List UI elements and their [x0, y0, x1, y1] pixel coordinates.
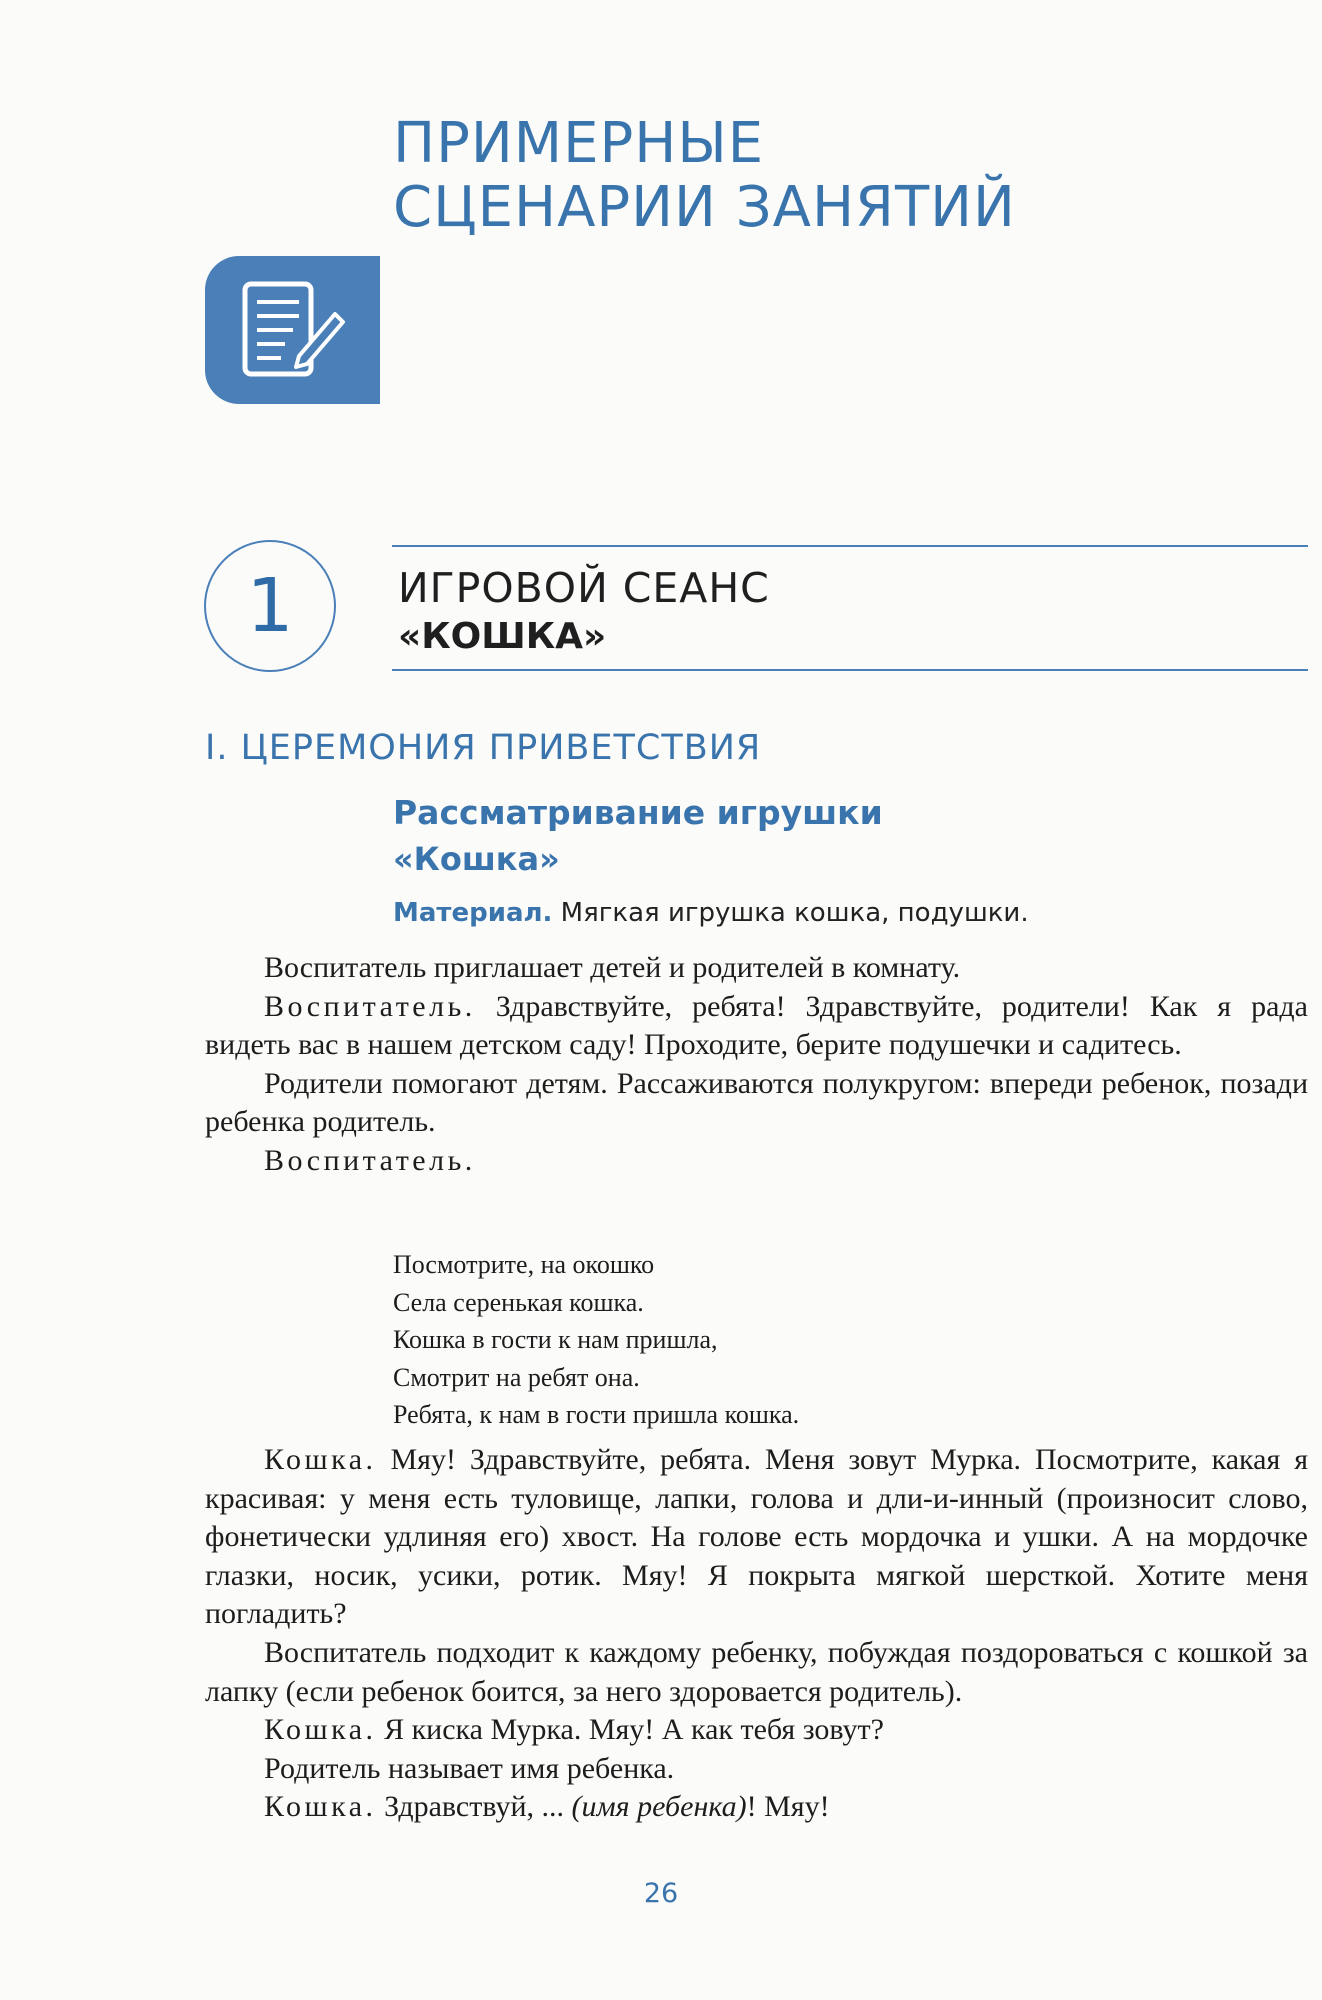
activity-title-line2: «Кошка» — [393, 840, 560, 878]
speaker-label: Кошка. — [264, 1443, 377, 1476]
speaker-label: Кошка. — [264, 1713, 377, 1747]
chapter-title — [393, 112, 1016, 240]
material-text: Мягкая игрушка кошка, подушки. — [552, 898, 1029, 928]
paragraph — [205, 1065, 1308, 1142]
paragraph-text: Родитель называет имя ребенка. — [264, 1751, 675, 1785]
paragraph — [205, 1788, 1308, 1827]
activity-title-line1: Рассматривание игрушки — [393, 793, 883, 832]
material-label: Материал. — [393, 898, 553, 928]
chapter-title-line1: ПРИМЕРНЫЕ — [393, 111, 765, 176]
poem-line: Ребята, к нам в гости пришла кошка. — [393, 1400, 800, 1429]
body-text-before-poem — [205, 949, 1308, 1181]
paragraph-text: Мяу! Здравствуйте, ребята. Меня зовут Мурка. Посмотрите, какая я красивая: у меня есть туловище, лапки, голова и дли-и-инный (произносит слово, фонетически удлиняя его) хвост. На голове есть мордочка и ушки. А на мордочке глазки, носик, усики, ротик. Мяу! Я покрыта мягкой шерсткой. Хотите меня погладить? — [205, 1443, 1308, 1631]
paragraph — [205, 1711, 1308, 1750]
paragraph-text: Воспитатель подходит к каждому ребенку, побуждая поздороваться с кошкой за лапку (если ребенок боится, за него здоровается родитель). — [205, 1635, 1308, 1708]
body-text-after-poem — [205, 1441, 1308, 1827]
poem-line: Кошка в гости к нам пришла, — [393, 1325, 718, 1354]
paragraph-text: Родители помогают детям. Рассаживаются полукругом: впереди ребенок, позади ребенка родитель. — [205, 1066, 1308, 1139]
page-number: 26 — [643, 1878, 679, 1909]
session-title — [398, 562, 770, 660]
paragraph-text: Здравствуйте, ребята! Здравствуйте, родители! Как я рада видеть вас в нашем детском саду! Проходите, берите подушечки и садитесь. — [205, 989, 1308, 1062]
session-rule-top — [392, 545, 1308, 547]
speaker-label: Воспитатель. — [264, 989, 476, 1023]
chapter-title-line2: СЦЕНАРИИ ЗАНЯТИЙ — [393, 175, 1016, 240]
paragraph — [205, 949, 1308, 988]
poem-line: Села серенькая кошка. — [393, 1287, 644, 1317]
section-heading: I. ЦЕРЕМОНИЯ ПРИВЕТСТВИЯ — [205, 728, 762, 768]
poem — [393, 1246, 799, 1434]
paragraph — [205, 988, 1308, 1065]
paragraph — [205, 1142, 1308, 1181]
speaker-label: Воспитатель. — [264, 1143, 476, 1177]
paragraph-text: Я киска Мурка. Мяу! А как тебя зовут? — [376, 1713, 884, 1747]
paragraph-text: ! Мяу! — [746, 1790, 830, 1824]
poem-line: Смотрит на ребят она. — [393, 1362, 640, 1392]
session-number-badge: 1 — [204, 540, 336, 672]
paragraph — [205, 1750, 1308, 1789]
paragraph — [205, 1441, 1308, 1634]
document-pencil-icon — [241, 280, 351, 380]
document-edit-icon — [205, 256, 380, 404]
speaker-label: Кошка. — [264, 1790, 377, 1824]
activity-title — [393, 790, 883, 882]
session-title-line2: «КОШКА» — [398, 616, 607, 657]
paragraph-text: Здравствуй, ... — [376, 1790, 572, 1824]
session-rule-bottom — [392, 669, 1308, 671]
paragraph — [205, 1634, 1308, 1711]
italic-note: (имя ребенка) — [571, 1790, 747, 1824]
poem-line: Посмотрите, на окошко — [393, 1250, 655, 1279]
material-line — [393, 893, 1029, 933]
paragraph-text: Воспитатель приглашает детей и родителей в комнату. — [264, 951, 961, 984]
session-title-line1: ИГРОВОЙ СЕАНС — [398, 564, 770, 612]
